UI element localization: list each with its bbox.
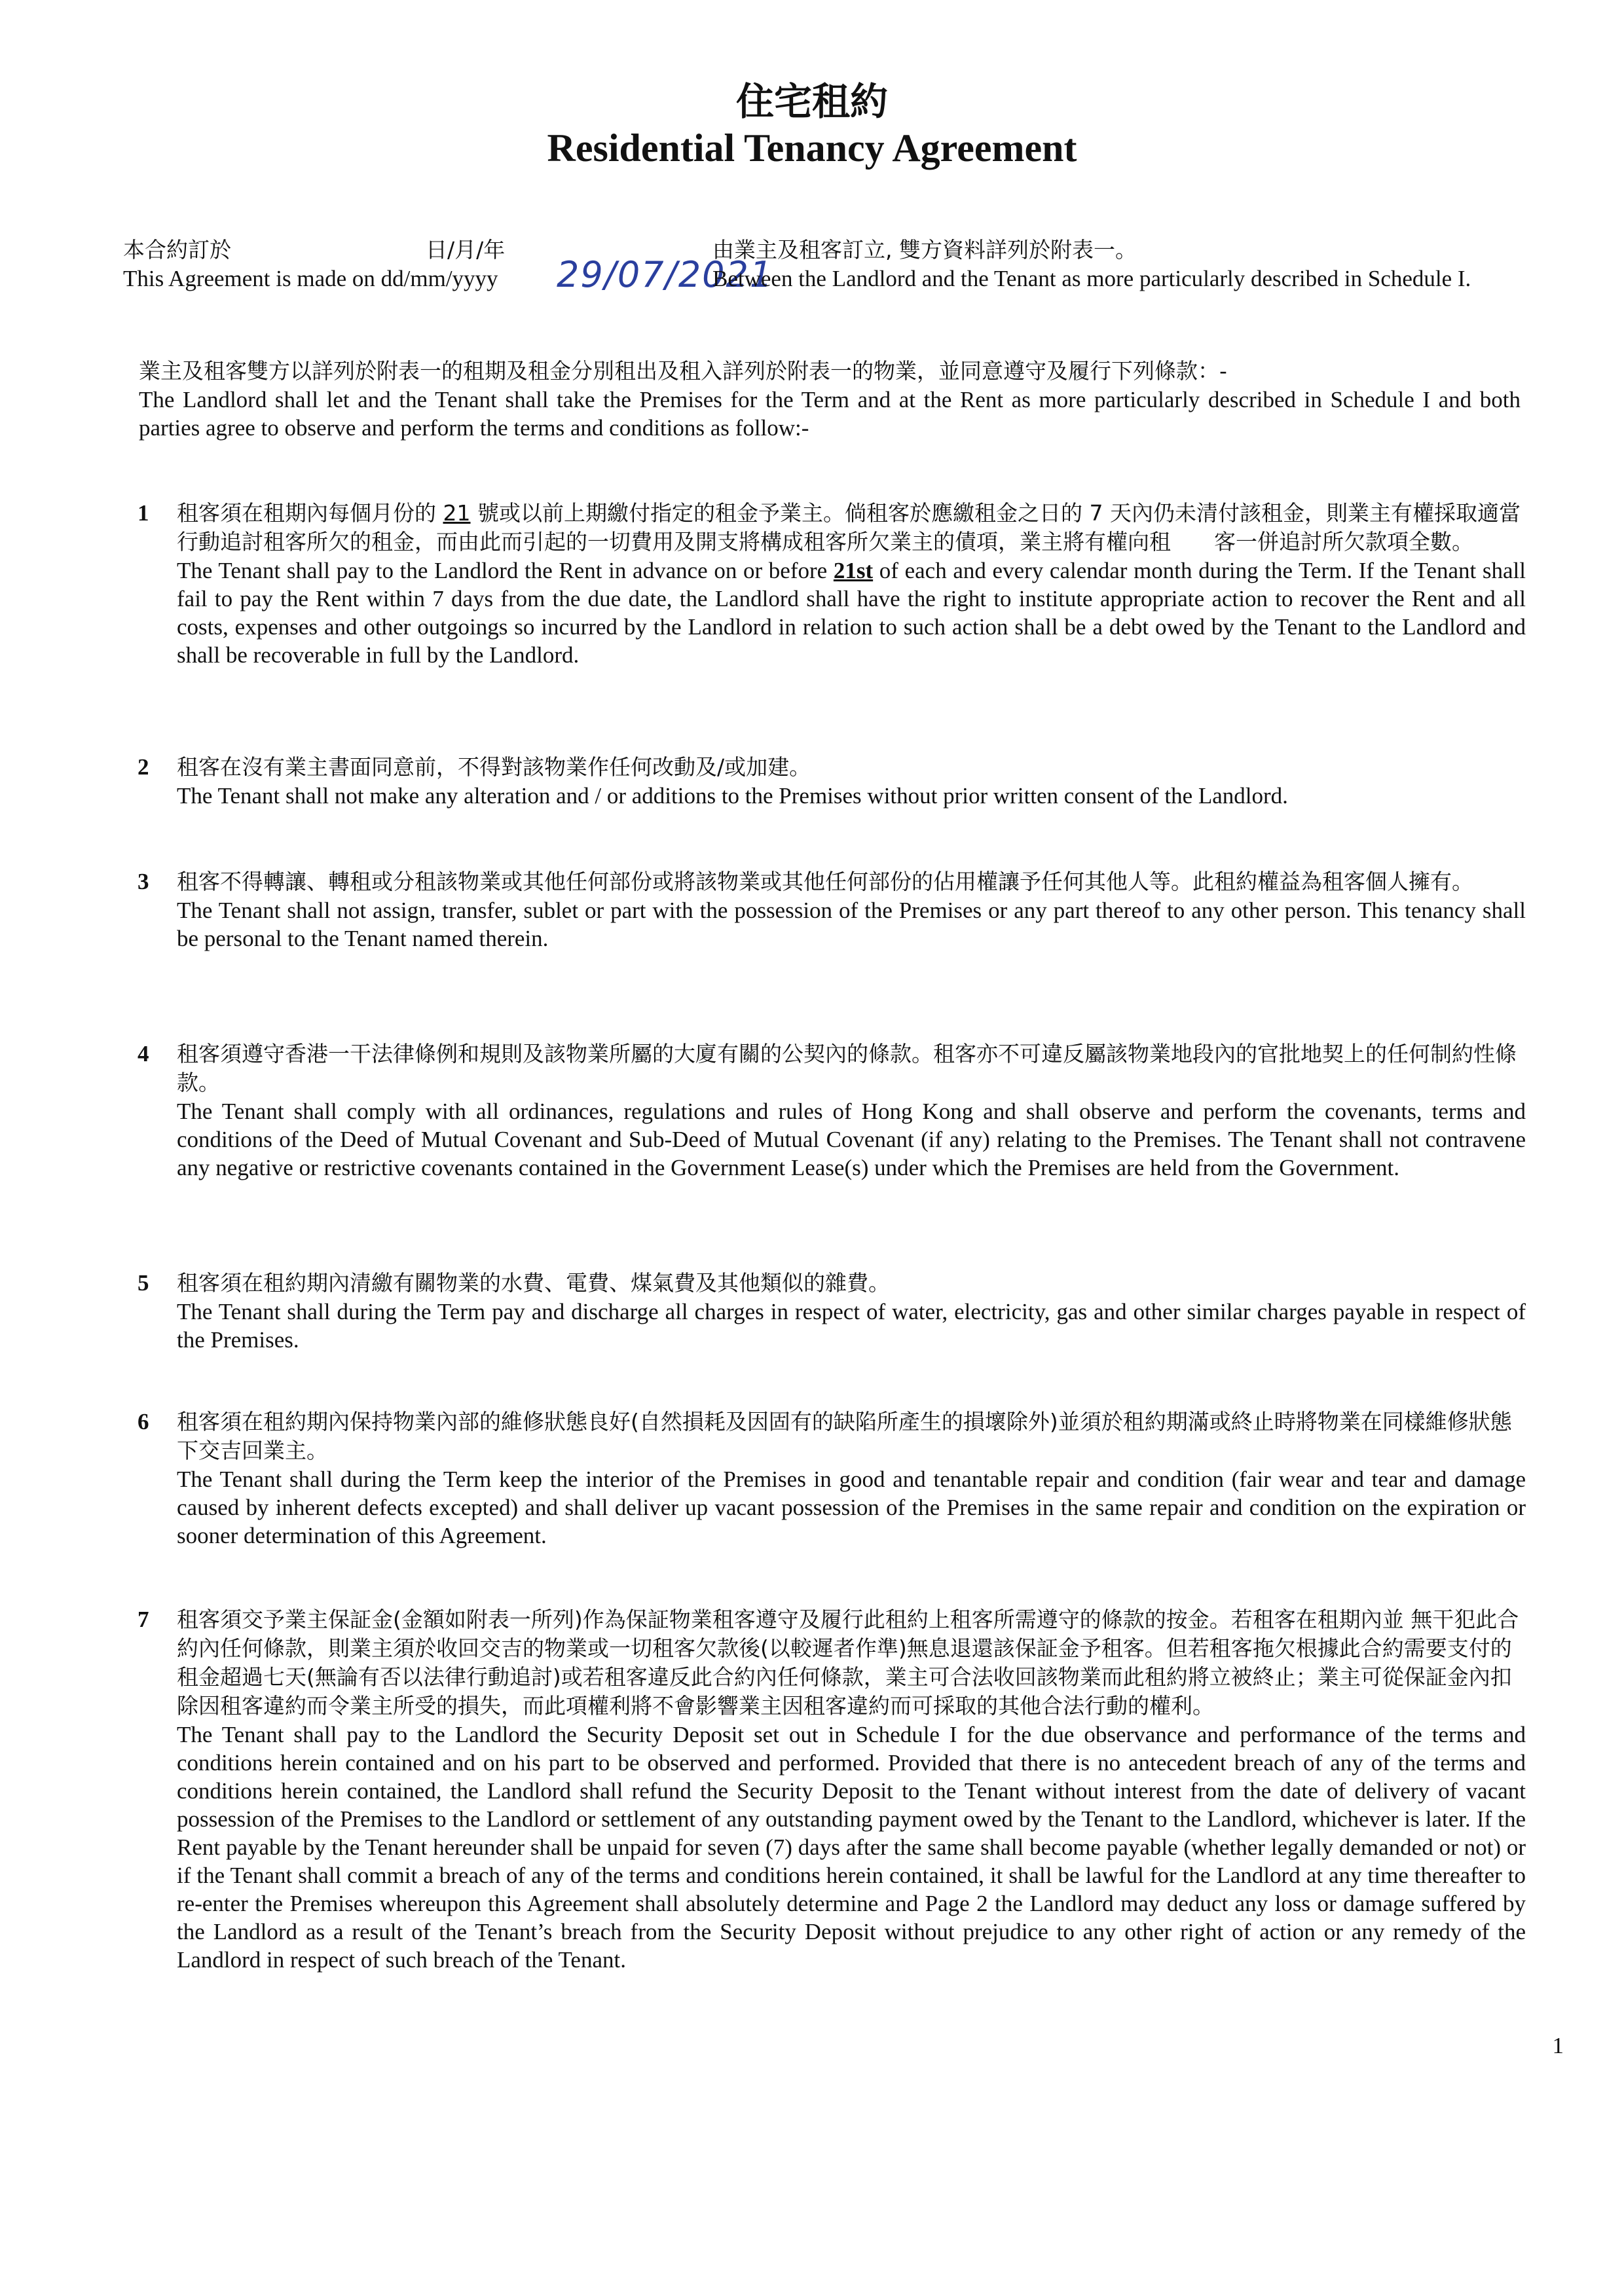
title-chinese: 住宅租約 [735, 79, 888, 124]
clause-zh: 租客不得轉讓、轉租或分租該物業或其他任何部份或將該物業或其他任何部份的佔用權讓予任何其他人等。此租約權益為租客個人擁有。 [177, 869, 1473, 894]
clause-zh: 租客須在租約期內保持物業內部的維修狀態良好(自然損耗及因固有的缺陷所產生的損壞除外)並須於租約期滿或終止時將物業在同樣維修狀態下交吉回業主。 [177, 1409, 1512, 1463]
clause-number: 4 [138, 1041, 149, 1066]
clause-7 [138, 1605, 1526, 1974]
clause-2 [138, 753, 1526, 810]
agreement-parties [712, 233, 1603, 292]
agreement-date-labels [123, 233, 581, 292]
date-format-zh: 日/月/年 [426, 237, 506, 263]
clause-en: The Tenant shall comply with all ordinances, regulations and rules of Hong Kong and shall observe and perform the covenants, terms and conditions of the Deed of Mutual Covenant and Sub-Deed of Mutual Covenant (if any) relating to the Premises. The Tenant shall not contravene any negative or restrictive covenants contained in the Government Lease(s) under which the Premises are held from the Government. [177, 1099, 1526, 1180]
clause-number: 6 [138, 1409, 149, 1434]
clause-zh: 租客須在租約期內清繳有關物業的水費、電費、煤氣費及其他類似的雜費。 [177, 1270, 890, 1296]
intro-zh: 業主及租客雙方以詳列於附表一的租期及租金分別租出及租入詳列於附表一的物業，並同意遵守及履行下列條款：- [139, 358, 1227, 384]
clause-en: The Tenant shall pay to the Landlord the Rent in advance on or before 21st of each and every calendar month during the Term. If the Tenant shall fail to pay the Rent within 7 days from the due date, the Landlord shall have the right to institute appropriate action to recover the Rent and all costs, expenses and other outgoings so incurred by the Landlord in relation to such action shall be a debt owed by the Tenant to the Landlord and shall be recoverable in full by the Landlord. [177, 558, 1526, 668]
clause-en: The Tenant shall during the Term keep the interior of the Premises in good and tenantable repair and condition (fair wear and tear and damage caused by inherent defects excepted) and shall deliver up vacant possession of the Premises in the same repair and condition on the expiration or sooner determination of this Agreement. [177, 1467, 1526, 1548]
intro-en: The Landlord shall let and the Tenant shall take the Premises for the Term and at the Rent as more particularly described in Schedule I and both parties agree to observe and perform the terms and conditions as follow:- [139, 387, 1521, 441]
rent-due-day-zh: 21 [443, 500, 471, 526]
handwritten-date: 29/07/2021 [557, 254, 774, 295]
parties-zh: 由業主及租客訂立, 雙方資料詳列於附表一。 [712, 237, 1137, 263]
clause-4 [138, 1040, 1526, 1182]
clause-zh: 租客須交予業主保証金(金額如附表一所列)作為保証物業租客遵守及履行此租約上租客所需遵守的條款的按金。若租客在租期內並 無干犯此合約內任何條款，則業主須於收回交吉的物業或一切租客欠款後(以較遲者作準)無息退還該保証金予租客。但若租客拖欠根據此合約需要支付的租金超過七天(無論有否以法律行動追討)或若租客違反此合約內任何條款，業主可合法收回該物業而此租約將立被終止；業主可從保証金內扣除因租客違約而令業主所受的損失，而此項權利將不會影響業主因租客違約而可採取的其他合法行動的權利。 [177, 1607, 1519, 1719]
clause-5 [138, 1269, 1526, 1354]
title-english: Residential Tenancy Agreement [547, 126, 1077, 170]
clause-number: 5 [138, 1270, 149, 1296]
clause-1 [138, 499, 1526, 669]
parties-en: Between the Landlord and the Tenant as more particularly described in Schedule I. [712, 266, 1471, 291]
clause-zh: 租客須遵守香港一干法律條例和規則及該物業所屬的大廈有關的公契內的條款。租客亦不可違反屬該物業地段內的官批地契上的任何制約性條款。 [177, 1041, 1517, 1095]
clause-en: The Tenant shall not make any alteration and / or additions to the Premises without prior written consent of the Landlord. [177, 783, 1288, 809]
clause-en: The Tenant shall during the Term pay and discharge all charges in respect of water, electricity, gas and other similar charges payable in respect of the Premises. [177, 1299, 1526, 1353]
clause-number: 7 [138, 1607, 149, 1632]
rent-due-day-en: 21st [833, 558, 874, 583]
clause-6 [138, 1408, 1526, 1550]
clause-en: The Tenant shall pay to the Landlord the Security Deposit set out in Schedule I for the due observance and performance of the terms and conditions herein contained and on his part to be observed and performed. Provided that there is no antecedent breach of any of the terms and conditions herein contained, the Landlord shall refund the Security Deposit to the Tenant without interest from the date of delivery of vacant possession of the Premises to the Landlord or settlement of any outstanding payment owed by the Tenant to the Landlord, whichever is later. If the Rent payable by the Tenant hereunder shall be unpaid for seven (7) days after the same shall become payable (whether legally demanded or not) or if the Tenant shall commit a breach of any of the terms and conditions herein contained, it shall be lawful for the Landlord at any time thereafter to re-enter the Premises whereupon this Agreement shall absolutely determine and Page 2 the Landlord may deduct any loss or damage suffered by the Landlord as a result of the Tenant’s breach from the Security Deposit without prejudice to any other right of action or any remedy of the Landlord in respect of such breach of the Tenant. [177, 1722, 1526, 1973]
clause-zh: 租客須在租期內每個月份的 21 號或以前上期繳付指定的租金予業主。倘租客於應繳租金之日的 7 天內仍未清付該租金，則業主有權採取適當行動追討租客所欠的租金，而由此而引起的一切費用及開支將構成租客所欠業主的債項，業主將有權向租 客一併追討所欠款項全數。 [177, 500, 1521, 555]
date-label-en: This Agreement is made on dd/mm/yyyy [123, 266, 498, 291]
intro-paragraph [139, 357, 1521, 442]
clause-en: The Tenant shall not assign, transfer, sublet or part with the possession of the Premises or any part thereof to any other person. This tenancy shall be personal to the Tenant named therein. [177, 898, 1526, 951]
clause-zh: 租客在沒有業主書面同意前，不得對該物業作任何改動及/或加建。 [177, 754, 811, 780]
clause-3 [138, 867, 1526, 953]
date-label-zh: 本合約訂於 [123, 237, 231, 263]
clause-number: 3 [138, 869, 149, 894]
clause-number: 2 [138, 754, 149, 780]
page-number: 1 [1552, 2033, 1564, 2058]
clause-number: 1 [138, 500, 149, 526]
